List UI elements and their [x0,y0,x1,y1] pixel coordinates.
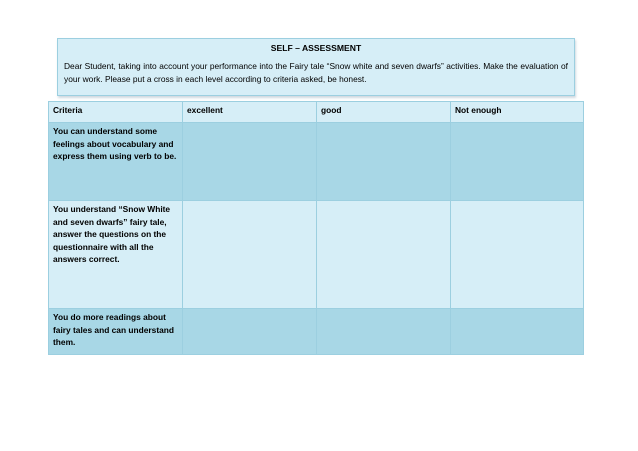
excellent-cell[interactable] [183,309,317,355]
criteria-cell: You understand “Snow White and seven dwarfs” fairy tale, answer the questions on the questionnaire with all the answers correct. [49,201,183,309]
not-enough-cell[interactable] [451,201,584,309]
column-header-criteria: Criteria [49,102,183,123]
excellent-cell[interactable] [183,201,317,309]
table-header-row [49,102,584,123]
excellent-cell[interactable] [183,123,317,201]
criteria-cell: You can understand some feelings about vocabulary and express them using verb to be. [49,123,183,201]
page-title: SELF – ASSESSMENT [270,43,362,53]
good-cell[interactable] [317,123,451,201]
table-row [49,201,584,309]
column-header-excellent: excellent [183,102,317,123]
column-header-not-enough: Not enough [451,102,584,123]
column-header-good: good [317,102,451,123]
assessment-table [48,101,584,355]
not-enough-cell[interactable] [451,309,584,355]
good-cell[interactable] [317,201,451,309]
table-row [49,123,584,201]
not-enough-cell[interactable] [451,123,584,201]
instructions-text: Dear Student, taking into account your performance into the Fairy tale “Snow white and seven dwarfs” activities. Make the evaluation of your work. Please put a cross in each level according to criteria asked, be honest. [64,61,568,84]
criteria-cell: You do more readings about fairy tales and can understand them. [49,309,183,355]
table-row [49,309,584,355]
instructions-box [57,38,575,96]
good-cell[interactable] [317,309,451,355]
